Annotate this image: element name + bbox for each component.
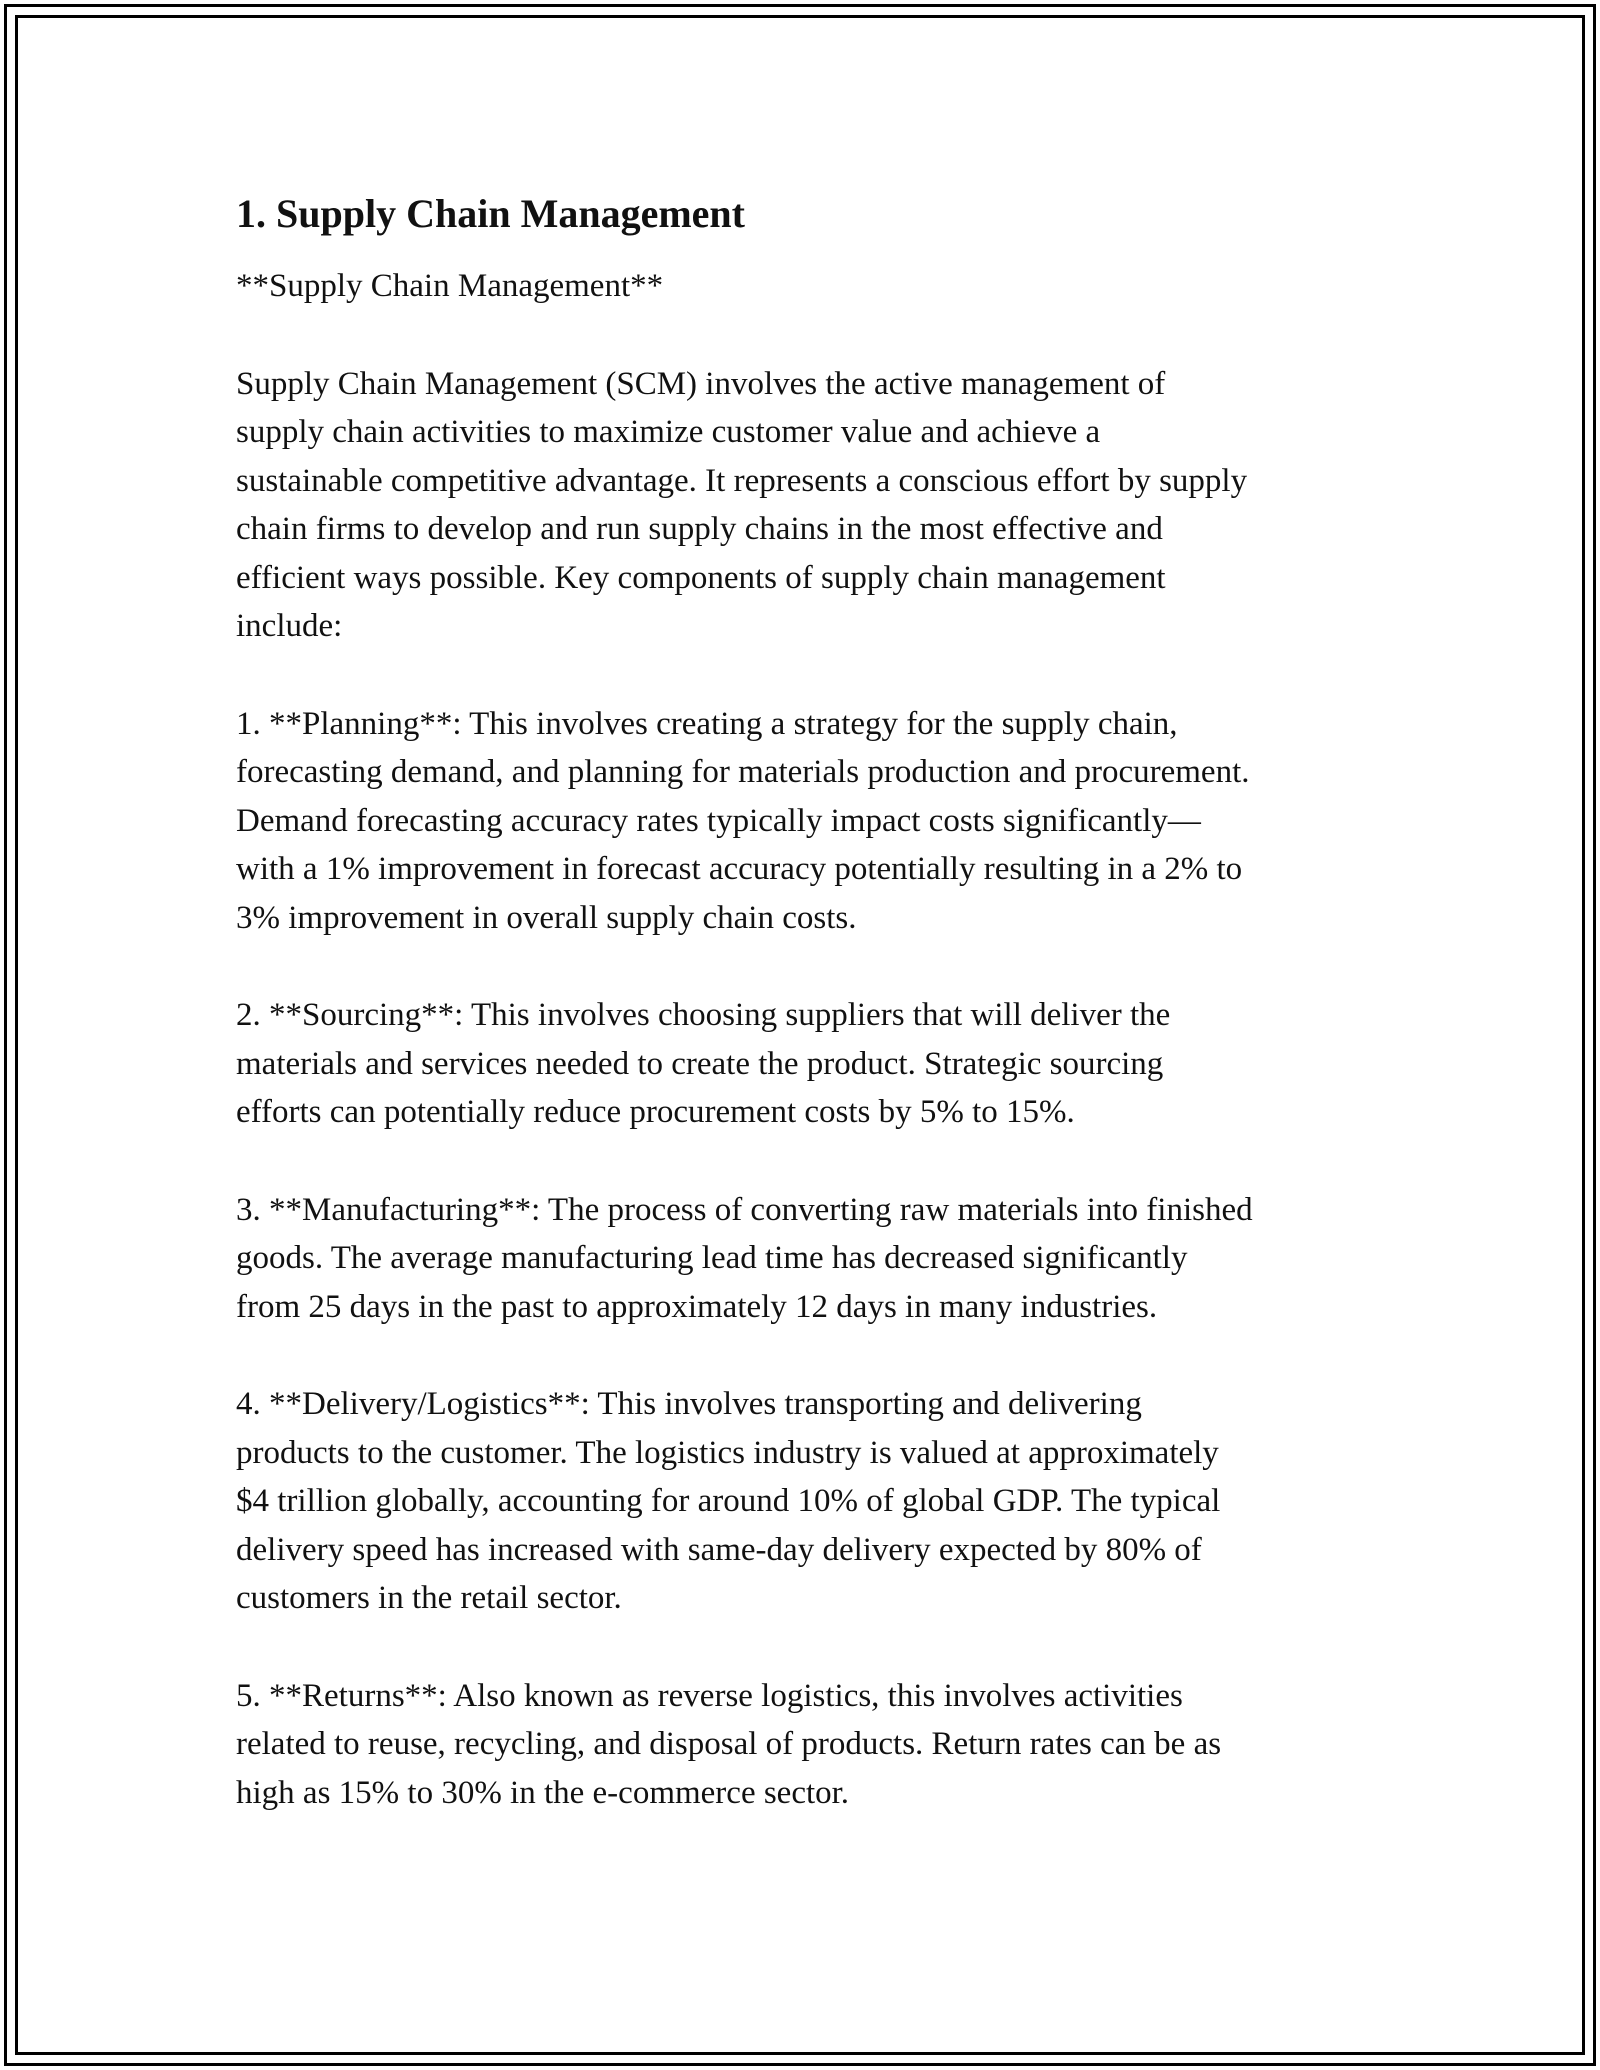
subtitle-paragraph: **Supply Chain Management** — [236, 268, 664, 304]
sourcing-paragraph: 2. **Sourcing**: This involves choosing suppliers that will deliver the materials and services needed to create the product. Strategic sourcing efforts can potentially reduce procurement costs by 5% to 15%. — [236, 997, 1171, 1130]
returns-paragraph: 5. **Returns**: Also known as reverse logistics, this involves activities related to reuse, recycling, and disposal of products. Return rates can be as high as 15% to 30% in the e-commerce sector. — [236, 1677, 1222, 1811]
planning-paragraph: 1. **Planning**: This involves creating a strategy for the supply chain, forecasting demand, and planning for materials production and procurement. Demand forecasting accuracy rates typically impact costs significantly— with a 1% improvement in forecast accuracy potentially resulting in a 2% to 3% improvement in overall supply chain costs. — [236, 705, 1250, 936]
section-heading: 1. Supply Chain Management — [236, 191, 745, 236]
manufacturing-paragraph: 3. **Manufacturing**: The process of converting raw materials into finished goods. The average manufacturing lead time has decreased significantly from 25 days in the past to approximately 12 days in many industries. — [236, 1191, 1253, 1325]
delivery-logistics-paragraph: 4. **Delivery/Logistics**: This involves transporting and delivering products to the customer. The logistics industry is valued at approximately $4 trillion globally, accounting for around 10% of global GDP. The typical delivery speed has increased with same-day delivery expected by 80% of customers in the retail sector. — [236, 1386, 1221, 1616]
document-body — [236, 186, 1386, 1817]
intro-paragraph: Supply Chain Management (SCM) involves the active management of supply chain activities to maximize customer value and achieve a sustainable competitive advantage. It represents a conscious effort by supply chain firms to develop and run supply chains in the most effective and efficient ways possible. Key components of supply chain management include: — [236, 365, 1248, 644]
